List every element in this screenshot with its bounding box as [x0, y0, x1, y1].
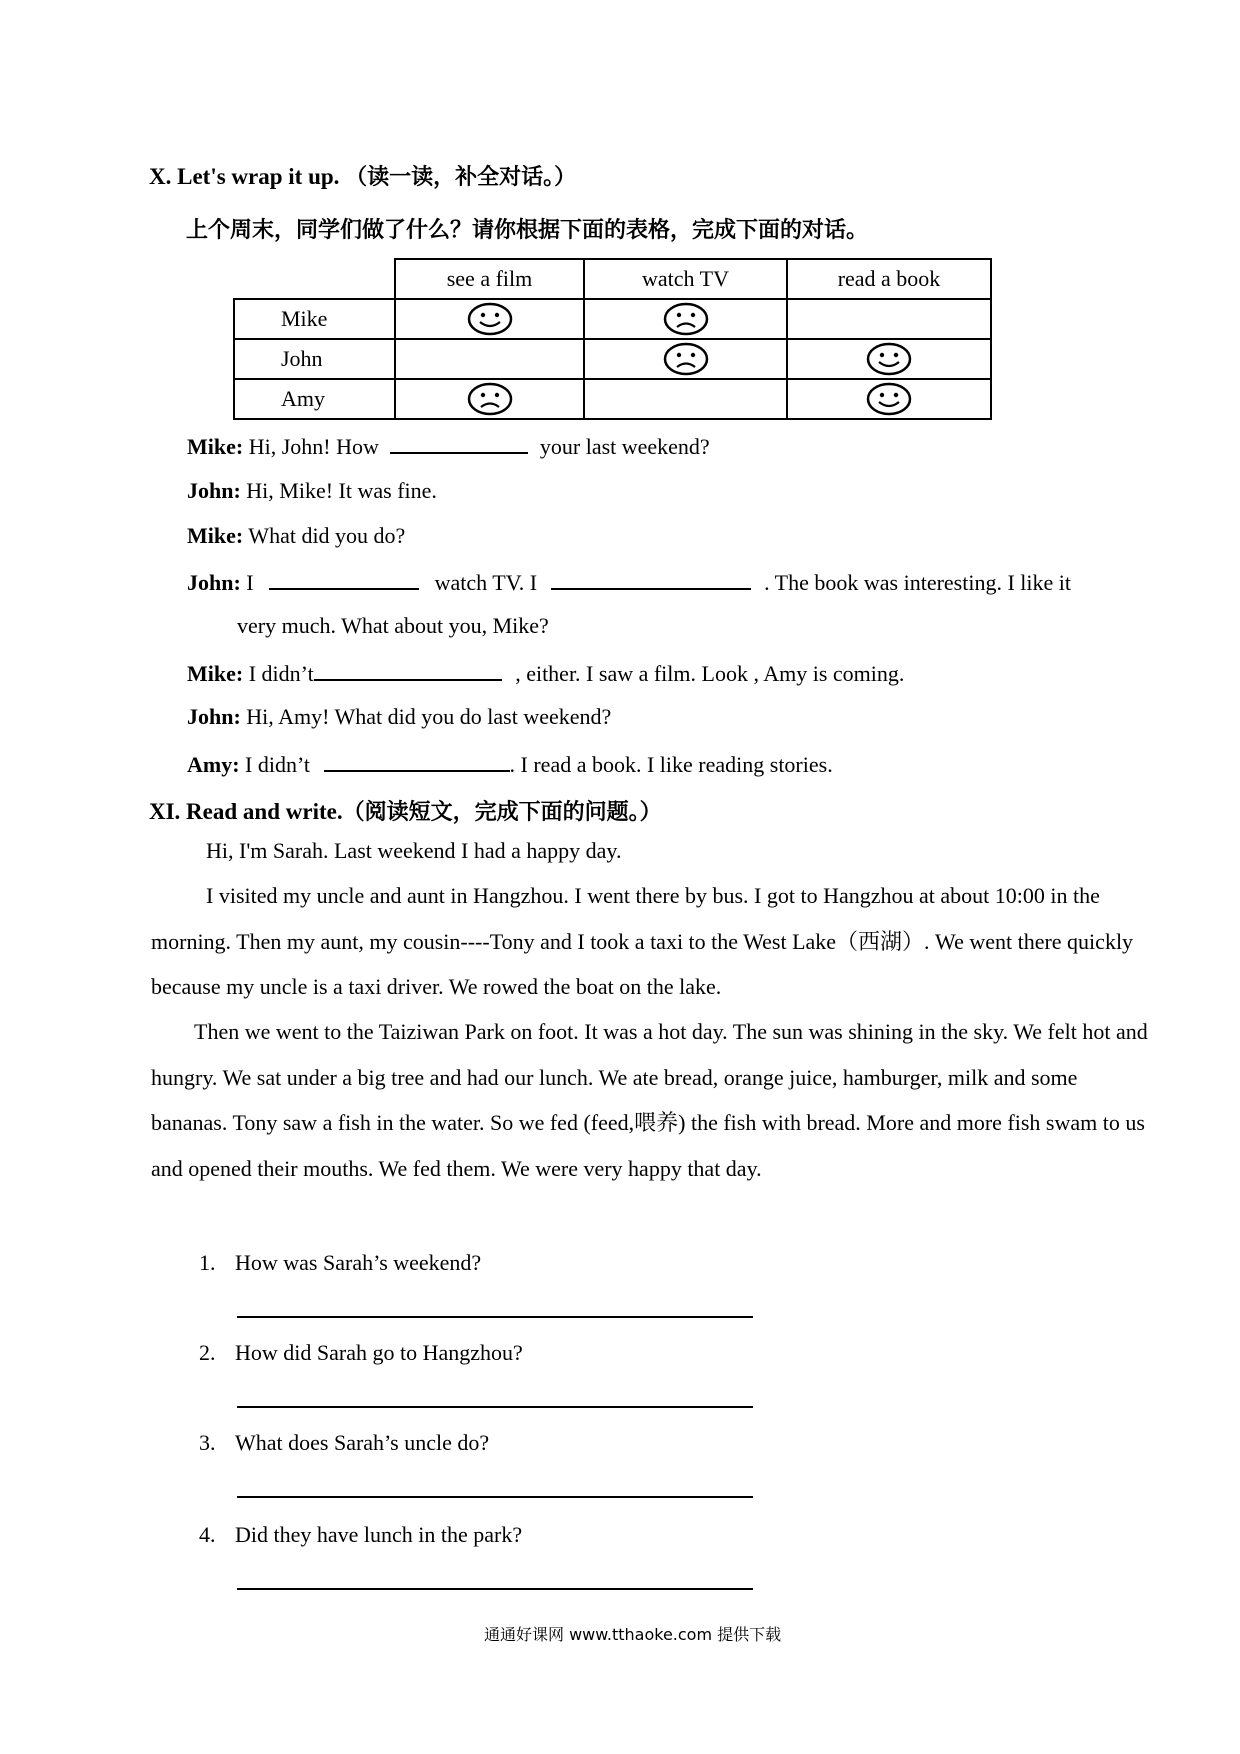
dialogue-text: I didn’t [243, 661, 314, 686]
speaker: John: [187, 570, 241, 595]
table-cell [395, 299, 584, 339]
question-number: 4. [199, 1522, 216, 1547]
table-cell [787, 339, 991, 379]
speaker: John: [187, 704, 241, 729]
dialogue-text: your last weekend? [534, 434, 710, 459]
table-cell [584, 339, 787, 379]
section-11-title [149, 795, 662, 826]
table-corner [234, 259, 395, 299]
question-text: Did they have lunch in the park? [235, 1522, 523, 1547]
row-name: Amy [234, 379, 395, 419]
row-name: John [234, 339, 395, 379]
question-text: What does Sarah’s uncle do? [235, 1430, 490, 1455]
dialogue-line [187, 432, 710, 460]
dialogue-continuation: very much. What about you, Mike? [237, 613, 549, 638]
fill-in-blank[interactable] [390, 432, 528, 454]
dialogue-text: watch TV. I [429, 570, 543, 595]
speaker: Mike: [187, 523, 244, 548]
answer-line[interactable] [237, 1588, 753, 1590]
fill-in-blank[interactable] [269, 568, 419, 590]
page-footer: 通通好课网 www.tthaoke.com 提供下载 [484, 1625, 782, 1644]
dialogue-line [187, 750, 833, 778]
passage-paragraph: I visited my uncle and aunt in Hangzhou. I went there by bus. I got to Hangzhou at about 10:00 in the morning. Then my aunt, my cousin----Tony and I took a taxi to the West Lake（西湖）. We went there quickly because my uncle is a taxi driver. We rowed the boat on the lake. [151, 883, 1134, 999]
happy-face-icon [467, 302, 513, 336]
section-10-title [149, 160, 576, 191]
dialogue-text: Hi, Mike! It was fine. [240, 478, 437, 503]
dialogue-line [187, 659, 904, 687]
question-4 [199, 1522, 522, 1548]
fill-in-blank[interactable] [324, 750, 510, 772]
question-text: How did Sarah go to Hangzhou? [235, 1340, 523, 1365]
sad-face-icon [663, 302, 709, 336]
passage-paragraph: Then we went to the Taiziwan Park on foot. It was a hot day. The sun was shining in the sky. We felt hot and hungry. We sat under a big tree and had our lunch. We ate bread, orange juice, hamburger, milk and some bananas. Tony saw a fish in the water. So we fed (feed,喂养) the fish with bread. More and more fish swam to us and opened their mouths. We fed them. We were very happy that day. [151, 1019, 1148, 1181]
dialogue-text: Hi, Amy! What did you do last weekend? [240, 704, 612, 729]
dialogue-line [187, 568, 1071, 596]
speaker: John: [187, 478, 241, 503]
answer-line[interactable] [237, 1496, 753, 1498]
passage-paragraph: Hi, I'm Sarah. Last weekend I had a happy day. [206, 838, 622, 863]
dialogue-text: I didn’t [239, 752, 316, 777]
answer-line[interactable] [237, 1316, 753, 1318]
fill-in-blank[interactable] [314, 659, 502, 681]
dialogue-text: . I read a book. I like reading stories. [509, 752, 833, 777]
table-row [234, 299, 991, 339]
dialogue-line [187, 704, 611, 730]
dialogue-line [187, 478, 437, 504]
sad-face-icon [467, 382, 513, 416]
question-number: 3. [199, 1430, 216, 1455]
speaker: Mike: [187, 661, 244, 686]
dialogue-text: Hi, John! How [243, 434, 385, 459]
happy-face-icon [866, 342, 912, 376]
table-row [234, 379, 991, 419]
section-11-title-cn: （阅读短文，完成下面的问题。） [342, 800, 662, 825]
dialogue-text: What did you do? [243, 523, 406, 548]
section-11-title-en: XI. Read and write. [149, 799, 343, 824]
activity-table [233, 258, 992, 420]
table-cell [584, 379, 787, 419]
answer-line[interactable] [237, 1406, 753, 1408]
column-header: watch TV [584, 259, 787, 299]
section-10-instruction: 上个周末，同学们做了什么？请你根据下面的表格，完成下面的对话。 [186, 218, 869, 243]
column-header: see a film [395, 259, 584, 299]
question-number: 2. [199, 1340, 216, 1365]
section-10-title-en: X. Let's wrap it up. [149, 164, 340, 189]
question-number: 1. [199, 1250, 216, 1275]
table-cell [787, 299, 991, 339]
dialogue-line [187, 523, 405, 549]
dialogue-text: I [240, 570, 260, 595]
question-text: How was Sarah’s weekend? [235, 1250, 482, 1275]
happy-face-icon [866, 382, 912, 416]
dialogue-text: . The book was interesting. I like it [758, 570, 1072, 595]
table-cell [584, 299, 787, 339]
table-header-row [234, 259, 991, 299]
question-3 [199, 1430, 489, 1456]
fill-in-blank[interactable] [551, 568, 751, 590]
table-row [234, 339, 991, 379]
table-cell [395, 379, 584, 419]
question-1 [199, 1250, 481, 1276]
table-cell [787, 379, 991, 419]
question-2 [199, 1340, 523, 1366]
table-cell [395, 339, 584, 379]
speaker: Mike: [187, 434, 244, 459]
row-name: Mike [234, 299, 395, 339]
dialogue-text: , either. I saw a film. Look , Amy is coming. [509, 661, 905, 686]
sad-face-icon [663, 342, 709, 376]
speaker: Amy: [187, 752, 240, 777]
section-10-title-cn: （读一读，补全对话。） [345, 165, 577, 190]
column-header: read a book [787, 259, 991, 299]
